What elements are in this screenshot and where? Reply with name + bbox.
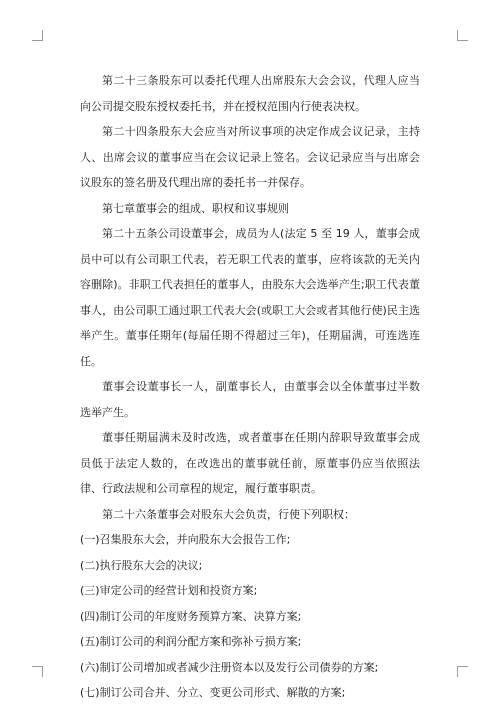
- list-item: (一)召集股东大会，并向股东大会报告工作;: [80, 533, 291, 546]
- document-body: [80, 68, 420, 706]
- list-item: (五)制订公司的利润分配方案和弥补亏损方案;: [80, 635, 302, 648]
- crop-mark-bottom-right: [457, 666, 468, 677]
- crop-mark-top-left: [32, 30, 43, 41]
- paragraph-article-24: 第二十四条股东大会应当对所议事项的决定作成会议记录，主持人、出席会议的董事应当在会议记录上签名。会议记录应当与出席会议股东的签名册及代理出席的委托书一并保存。: [80, 125, 420, 189]
- paragraph-article-25: 第二十五条公司设董事会，成员为人(法定 5 至 19 人，董事会成员中可以有公司职工代表，若无职工代表的董事，应将该款的无关内容删除)。非职工代表担任的董事人，由股东大会选举产生;职工代表董事人，由公司职工通过职工代表大会(或职工大会或者其他行使)民主选举产生。董事任期年(每届任期不得超过三年)，任期届满，可连选连任。: [80, 227, 420, 368]
- paragraph-article-23: 第二十三条股东可以委托代理人出席股东大会会议，代理人应当向公司提交股东授权委托书，并在授权范围内行使表决权。: [80, 74, 420, 113]
- paragraph-article-26: 第二十六条董事会对股东大会负责，行使下列职权：: [102, 507, 355, 521]
- list-item: (四)制订公司的年度财务预算方案、决算方案;: [80, 609, 302, 623]
- paragraph-term-expiry: 董事任期届满未及时改选，或者董事在任期内辞职导致董事会成员低于法定人数的，在改选出的董事就任前，原董事仍应当依照法律、行政法规和公司章程的规定，履行董事职责。: [80, 431, 420, 495]
- crop-mark-top-right: [457, 30, 468, 41]
- list-item: (六)制订公司增加或者减少注册资本以及发行公司债券的方案;: [80, 660, 379, 674]
- list-item: (三)审定公司的经营计划和投资方案;: [80, 584, 258, 597]
- list-item: (七)制订公司合并、分立、变更公司形式、解散的方案;: [80, 686, 346, 699]
- paragraph-chairman: 董事会设董事长一人，副董事长人，由董事会以全体董事过半数选举产生。: [80, 380, 420, 419]
- list-item: (二)执行股东大会的决议;: [80, 558, 203, 572]
- crop-mark-bottom-left: [32, 666, 43, 677]
- chapter-heading: 第七章董事会的组成、职权和议事规则: [102, 201, 289, 215]
